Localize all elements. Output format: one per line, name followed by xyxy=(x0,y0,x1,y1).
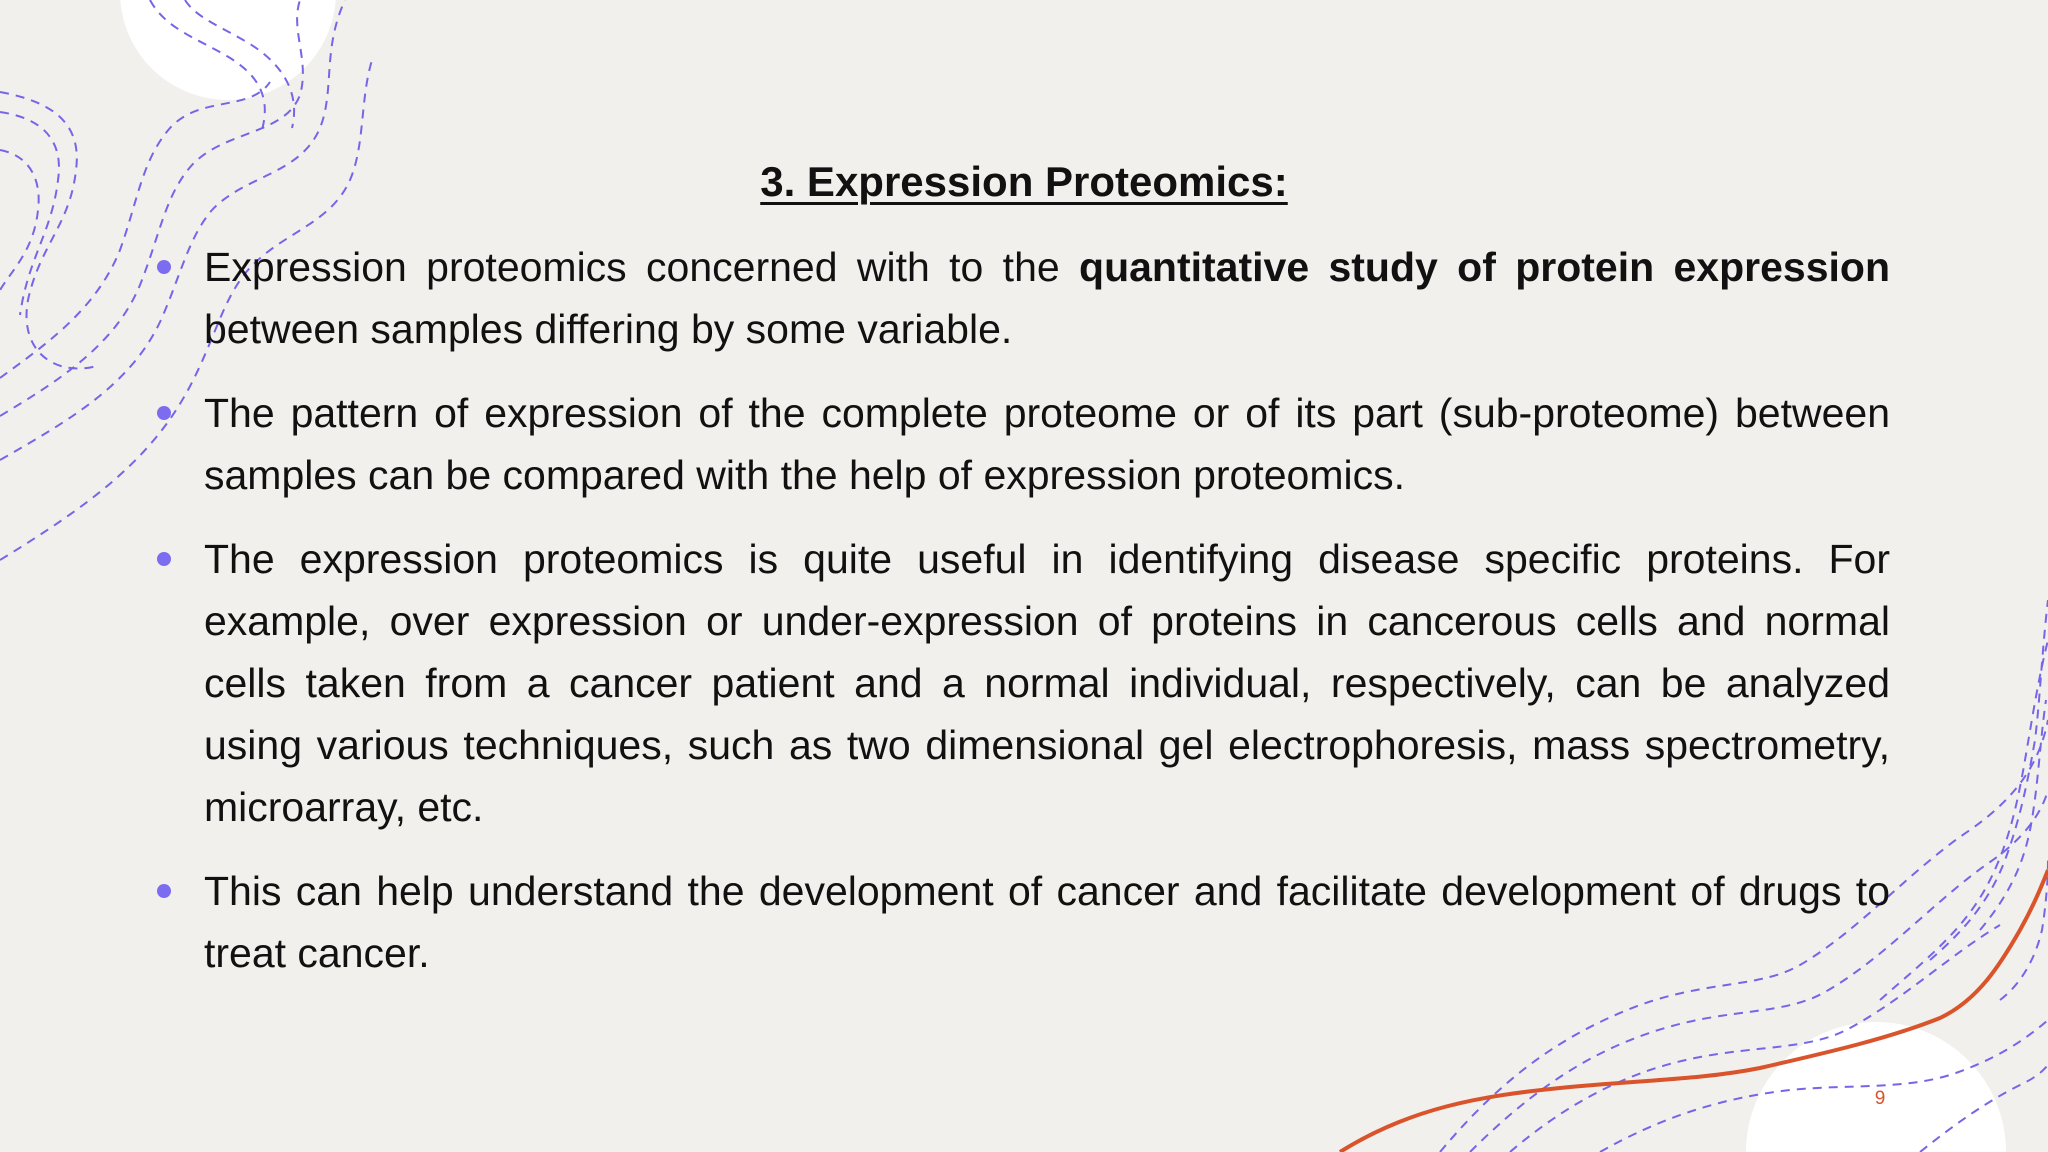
bullet-dot-icon xyxy=(157,260,171,274)
bullet-text: This can help understand the development of cancer and facilitate development of drugs to treat cancer. xyxy=(204,868,1890,976)
page-number: 9 xyxy=(1874,1088,1886,1109)
bullet-list xyxy=(204,236,1890,1006)
bottom-right-circle xyxy=(1746,1022,2006,1152)
bullet-item xyxy=(204,236,1890,360)
bullet-text: The expression proteomics is quite useful in identifying disease specific proteins. For example, over expression or under-expression of proteins in cancerous cells and normal cells taken from a cancer patient and a normal individual, respectively, can be analyzed using various techniques, such as two dimensional gel electrophoresis, mass spectrometry, microarray, etc. xyxy=(204,536,1890,830)
bullet-item xyxy=(204,382,1890,506)
slide-title: 3. Expression Proteomics: xyxy=(760,158,1288,205)
bullet-dot-icon xyxy=(157,552,171,566)
bullet-item xyxy=(204,860,1890,984)
bullet-dot-icon xyxy=(157,884,171,898)
top-left-circle xyxy=(120,0,336,100)
bullet-dot-icon xyxy=(157,406,171,420)
bullet-text-continued: between samples differing by some variable. xyxy=(204,306,1013,352)
bullet-text: Expression proteomics concerned with to the xyxy=(204,244,1080,290)
bullet-text: The pattern of expression of the complete proteome or of its part (sub-proteome) between samples can be compared with the help of expression proteomics. xyxy=(204,390,1890,498)
bullet-emphasis: quantitative study of protein expression xyxy=(1079,244,1891,290)
bullet-item xyxy=(204,528,1890,838)
